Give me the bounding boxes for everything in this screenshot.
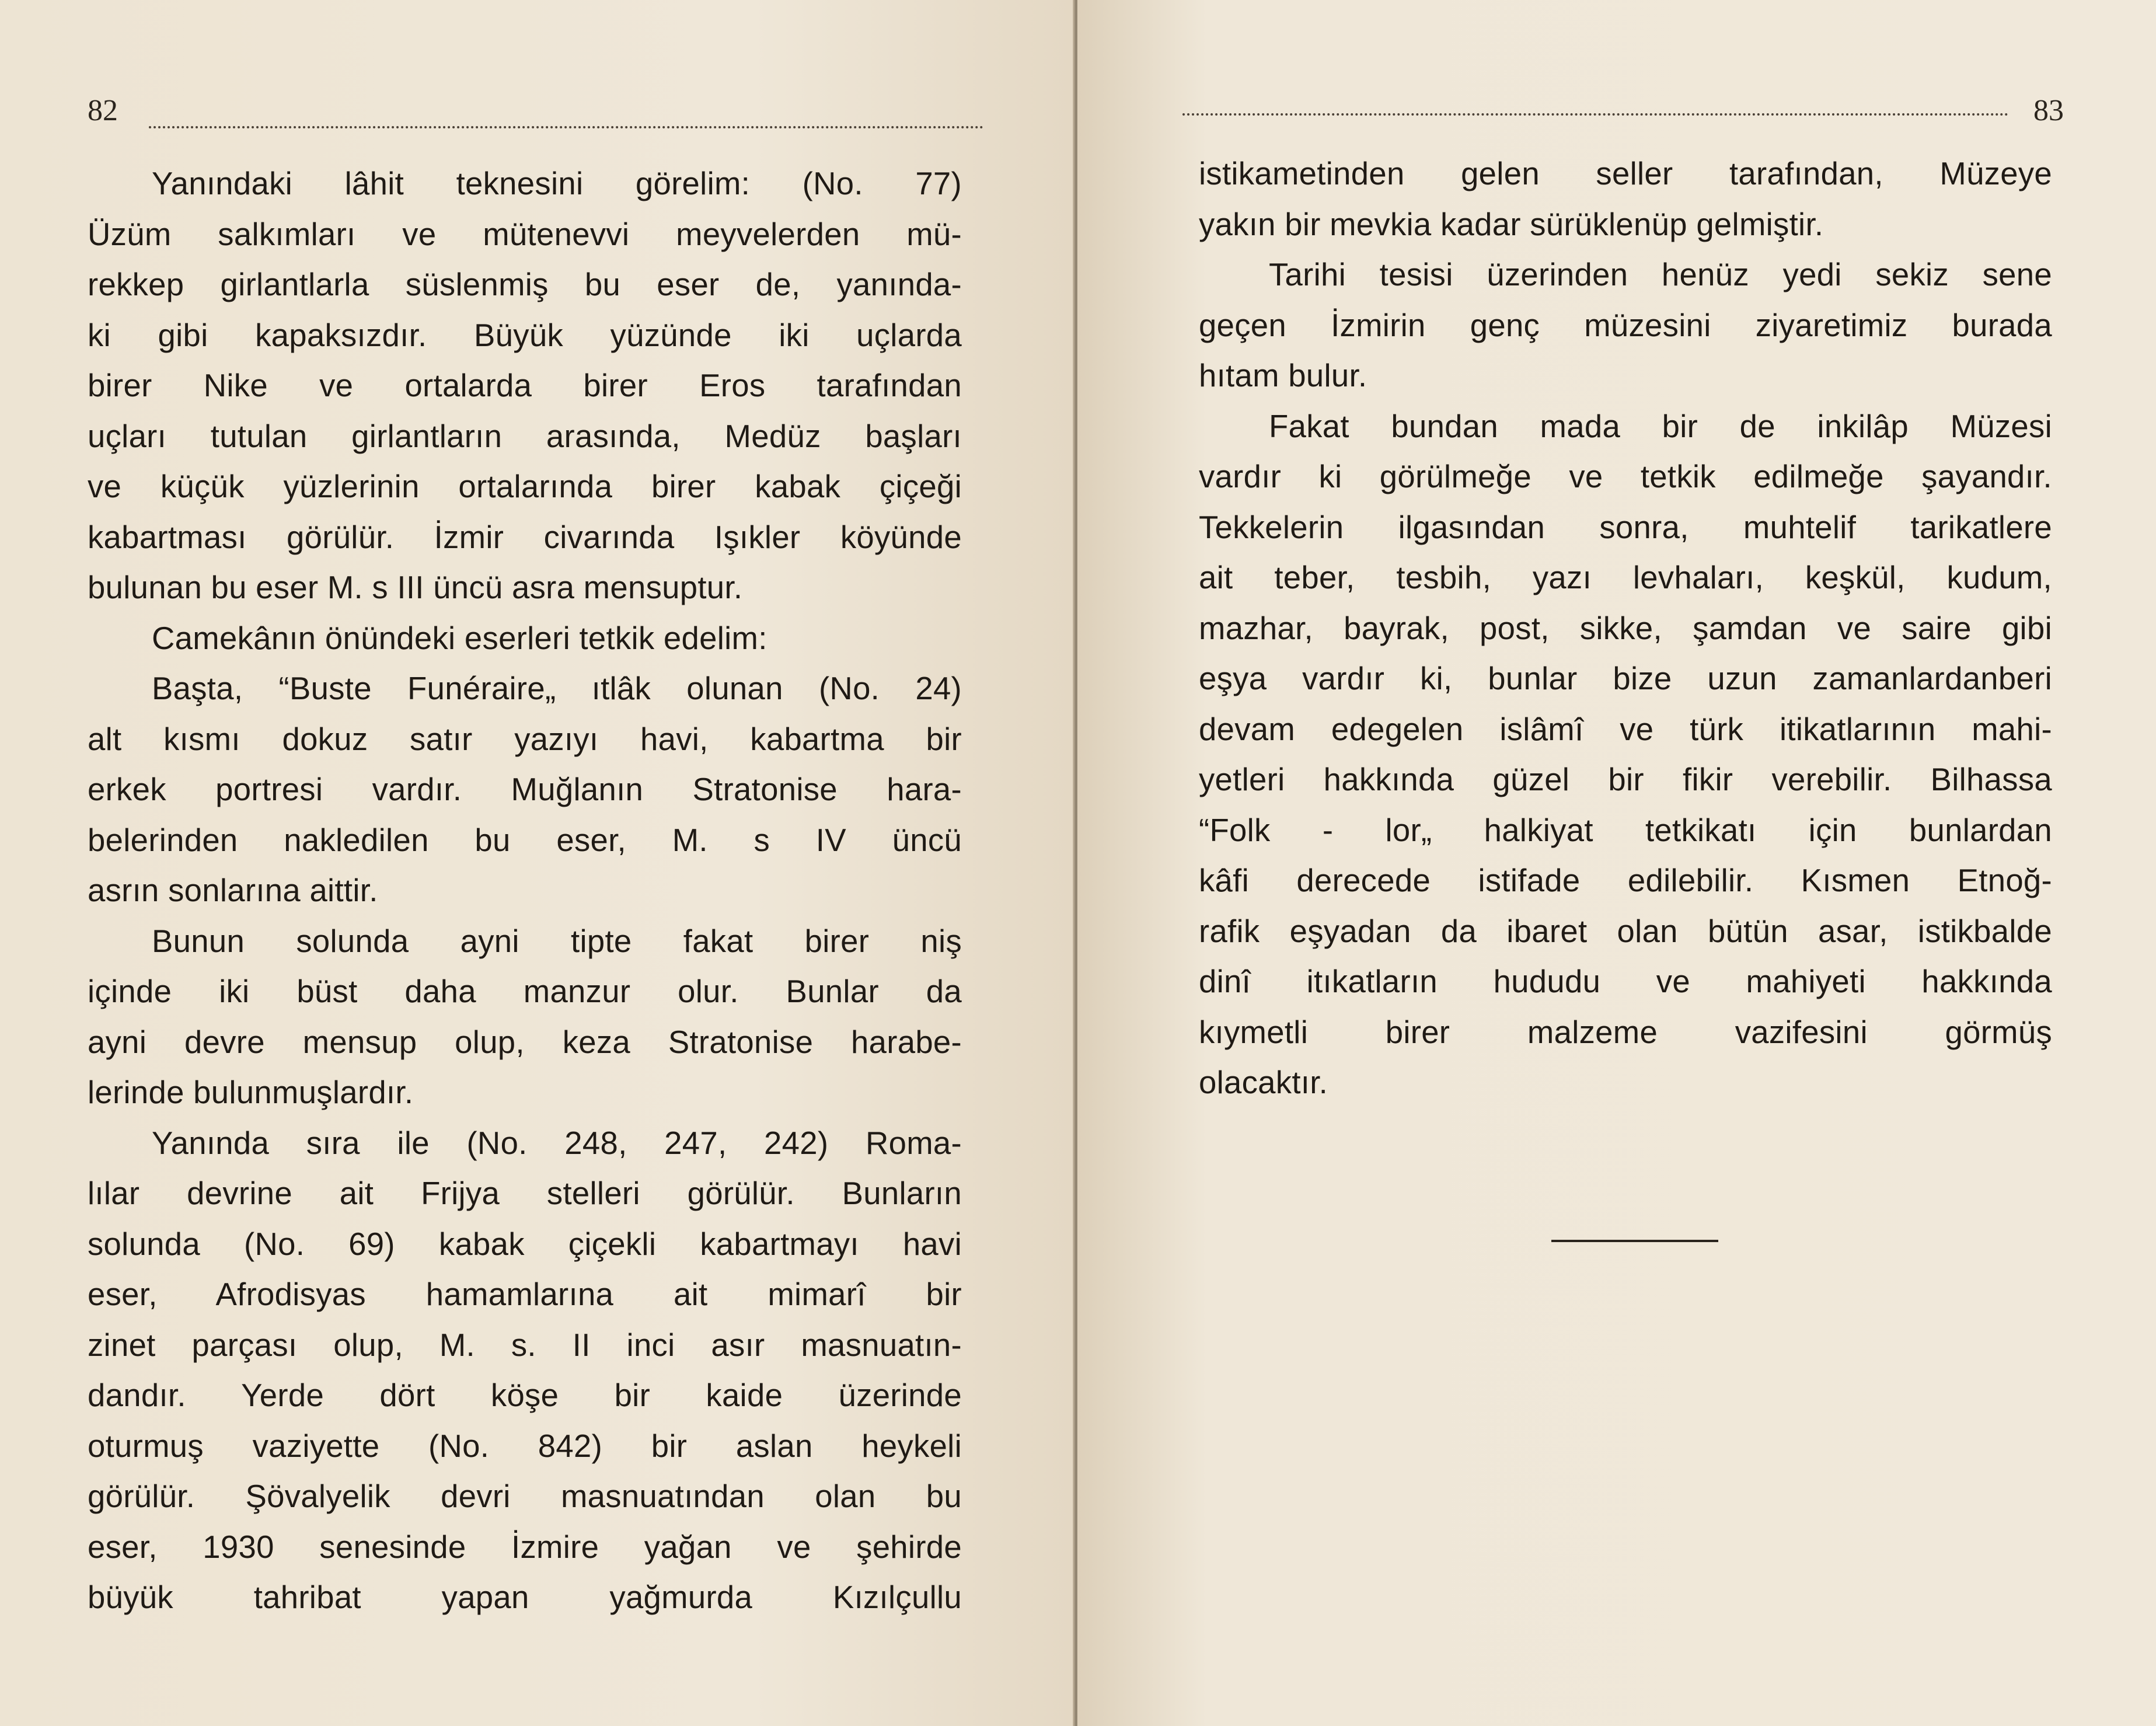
right-page-body-text — [1199, 149, 2052, 1108]
text-line: Camekânın önündeki eserleri tetkik edelim: — [152, 620, 767, 656]
text-line: eser, Afrodisyas hamamlarına ait mimarî bir — [88, 1277, 962, 1312]
left-page-body-text — [88, 159, 962, 1623]
text-line: kıymetli birer malzeme vazifesini görmüş — [1199, 1014, 2052, 1050]
text-line: içinde iki büst daha manzur olur. Bunlar da — [88, 974, 962, 1009]
text-line: bulunan bu eser M. s III üncü asra mensuptur. — [88, 570, 743, 605]
text-line: oturmuş vaziyette (No. 842) bir aslan heykeli — [88, 1428, 962, 1464]
left-header-dotted-leader — [149, 126, 983, 128]
text-line: olacaktır. — [1199, 1065, 1328, 1100]
text-line: rekkep girlantlarla süslenmiş bu eser de, yanında- — [88, 267, 962, 302]
text-line: lerinde bulunmuşlardır. — [88, 1075, 414, 1110]
text-line: devam edegelen islâmî ve türk itikatlarının mahi- — [1199, 711, 2052, 747]
text-line: Bunun solunda ayni tipte fakat birer niş — [152, 923, 962, 959]
text-line: Üzüm salkımları ve mütenevvi meyvelerden mü- — [88, 216, 962, 252]
text-line: ayni devre mensup olup, keza Stratonise harabe- — [88, 1024, 962, 1060]
text-line: kâfi derecede istifade edilebilir. Kısmen Etnoğ- — [1199, 863, 2052, 898]
text-line: yakın bir mevkia kadar sürüklenüp gelmiştir. — [1199, 206, 1824, 242]
text-line: ait teber, tesbih, yazı levhaları, keşkül, kudum, — [1199, 560, 2052, 595]
right-header-dotted-leader — [1182, 113, 2008, 116]
text-line: büyük tahribat yapan yağmurda Kızılçullu — [88, 1579, 962, 1615]
left-page-number: 82 — [88, 94, 118, 127]
text-line: solunda (No. 69) kabak çiçekli kabartmayı havi — [88, 1226, 962, 1262]
text-line: hıtam bulur. — [1199, 358, 1367, 393]
left-page-header — [88, 88, 983, 134]
text-line: kabartması görülür. İzmir civarında Işıkler köyünde — [88, 519, 962, 555]
text-line: asrın sonlarına aittir. — [88, 873, 378, 908]
chapter-end-rule — [1551, 1240, 1718, 1242]
text-line: zinet parçası olup, M. s. II inci asır masnuatın- — [88, 1327, 962, 1363]
text-line: lılar devrine ait Frijya stelleri görülür. Bunların — [88, 1176, 962, 1211]
text-line: vardır ki görülmeğe ve tetkik edilmeğe şayandır. — [1199, 459, 2052, 494]
text-line: istikametinden gelen seller tarafından, Müzeye — [1199, 156, 2052, 191]
text-line: dandır. Yerde dört köşe bir kaide üzerinde — [88, 1378, 962, 1413]
text-line: geçen İzmirin genç müzesini ziyaretimiz burada — [1199, 307, 2052, 343]
text-line: erkek portresi vardır. Muğlanın Stratonise hara- — [88, 772, 962, 807]
right-page — [1077, 0, 2156, 1726]
text-line: ki gibi kapaksızdır. Büyük yüzünde iki uçlarda — [88, 317, 962, 353]
text-line: eser, 1930 senesinde İzmire yağan ve şehirde — [88, 1529, 962, 1565]
right-page-header — [1182, 88, 2064, 134]
left-page — [0, 0, 1074, 1726]
text-line: Yanındaki lâhit teknesini görelim: (No. 77) — [152, 166, 962, 201]
text-line: Fakat bundan mada bir de inkilâp Müzesi — [1269, 408, 2052, 444]
text-line: dinî itıkatların hududu ve mahiyeti hakkında — [1199, 964, 2052, 999]
text-line: Başta, “Buste Funéraire„ ıtlâk olunan (No. 24) — [152, 671, 962, 706]
text-line: ve küçük yüzlerinin ortalarında birer kabak çiçeği — [88, 469, 962, 504]
text-line: birer Nike ve ortalarda birer Eros tarafından — [88, 368, 962, 403]
text-line: görülür. Şövalyelik devri masnuatından olan bu — [88, 1479, 962, 1514]
text-line: eşya vardır ki, bunlar bize uzun zamanlardanberi — [1199, 661, 2052, 696]
text-line: yetleri hakkında güzel bir fikir verebilir. Bilhassa — [1199, 762, 2052, 797]
text-line: uçları tutulan girlantların arasında, Medüz başları — [88, 418, 962, 454]
text-line: mazhar, bayrak, post, sikke, şamdan ve saire gibi — [1199, 610, 2052, 646]
text-line: “Folk - lor„ halkiyat tetkikatı için bunlardan — [1199, 812, 2052, 848]
text-line: Tarihi tesisi üzerinden henüz yedi sekiz sene — [1269, 257, 2052, 292]
text-line: rafik eşyadan da ibaret olan bütün asar, istikbalde — [1199, 913, 2052, 949]
text-line: alt kısmı dokuz satır yazıyı havi, kabartma bir — [88, 721, 962, 757]
right-page-number: 83 — [2033, 94, 2064, 127]
text-line: belerinden nakledilen bu eser, M. s IV üncü — [88, 822, 962, 858]
text-line: Yanında sıra ile (No. 248, 247, 242) Roma- — [152, 1125, 962, 1161]
text-line: Tekkelerin ilgasından sonra, muhtelif tarikatlere — [1199, 509, 2052, 545]
